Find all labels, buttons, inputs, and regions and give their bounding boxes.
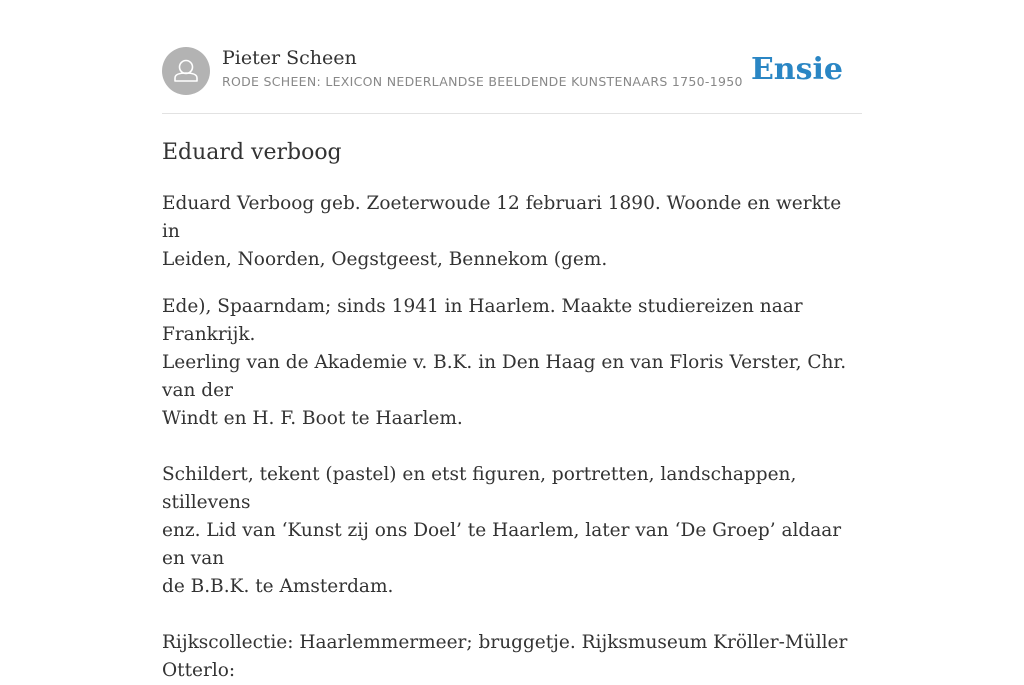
user-silhouette-icon — [162, 47, 210, 95]
header-divider — [162, 113, 862, 114]
brand-logo[interactable]: Ensie — [750, 52, 843, 87]
source-title[interactable]: RODE SCHEEN: LEXICON NEDERLANDSE BEELDENDE KUNSTENAARS 1750-1950 — [222, 74, 743, 89]
article-body — [162, 190, 862, 685]
author-avatar[interactable] — [162, 47, 210, 95]
article-paragraph: Ede), Spaarndam; sinds 1941 in Haarlem. Maakte studiereizen naar Frankrijk. Leerling van de Akademie v. B.K. in Den Haag en van Floris Verster, Chr. van der Windt en H. F. Boot te Haarlem. Schildert, tekent (pastel) en etst figuren, portretten, landschappen, stillevens enz. Lid van ‘Kunst zij ons Doel’ te Haarlem, later van ‘De Groep’ aldaar en van de B.B.K. te Amsterdam. Rijkscollectie: Haarlemmermeer; bruggetje. Rijksmuseum Kröller-Müller Otterlo: — [162, 296, 848, 681]
article-paragraph: Eduard Verboog geb. Zoeterwoude 12 februari 1890. Woonde en werkte in Leiden, Noorden, Oegstgeest, Bennekom (gem. — [162, 193, 842, 270]
author-name[interactable]: Pieter Scheen — [222, 47, 357, 69]
article-header — [162, 46, 862, 96]
article-title: Eduard verboog — [162, 140, 342, 165]
article-card — [162, 0, 862, 681]
